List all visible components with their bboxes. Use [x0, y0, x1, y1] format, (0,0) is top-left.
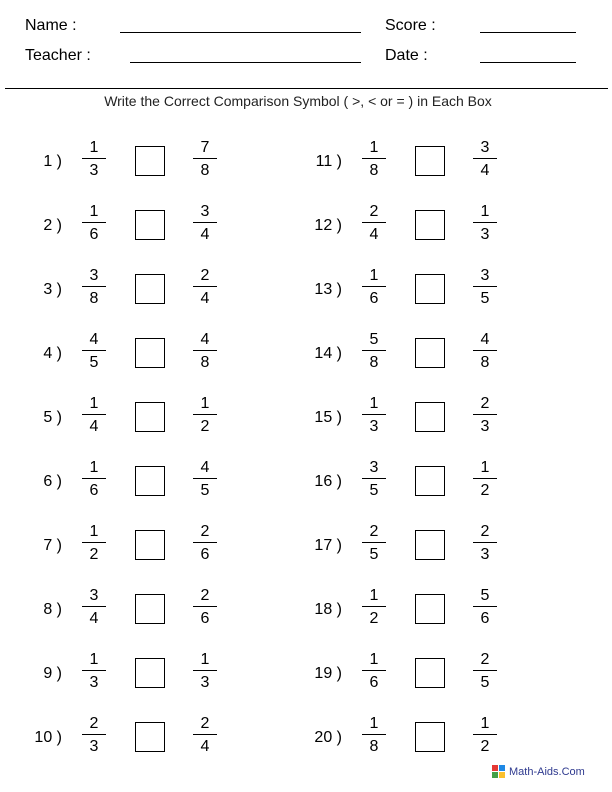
left-denominator: 8: [369, 738, 379, 755]
problem-16: [300, 458, 560, 506]
answer-box[interactable]: [135, 146, 165, 176]
left-fraction: [362, 138, 386, 180]
right-fraction: [473, 586, 497, 628]
fraction-bar: [193, 286, 217, 287]
grid-logo-icon: [492, 765, 506, 779]
fraction-bar: [473, 734, 497, 735]
answer-box[interactable]: [135, 530, 165, 560]
right-fraction: [473, 714, 497, 756]
fraction-bar: [362, 606, 386, 607]
math-aids-logo: [492, 764, 585, 780]
left-denominator: 5: [89, 354, 99, 371]
left-numerator: 1: [89, 139, 99, 156]
right-denominator: 2: [480, 738, 490, 755]
right-denominator: 5: [480, 290, 490, 307]
left-numerator: 1: [369, 715, 379, 732]
fraction-bar: [473, 158, 497, 159]
fraction-bar: [82, 478, 106, 479]
problem-number: 6 ): [43, 473, 62, 490]
right-denominator: 5: [200, 482, 210, 499]
left-fraction: [82, 330, 106, 372]
left-fraction: [362, 266, 386, 308]
fraction-bar: [362, 222, 386, 223]
right-denominator: 3: [480, 226, 490, 243]
right-fraction: [193, 394, 217, 436]
problem-4: [20, 330, 280, 378]
problem-7: [20, 522, 280, 570]
date-field[interactable]: [480, 62, 576, 63]
logo-text: Math-Aids.Com: [509, 766, 585, 778]
fraction-bar: [473, 606, 497, 607]
left-fraction: [362, 650, 386, 692]
left-numerator: 1: [369, 395, 379, 412]
problem-number: 14 ): [314, 345, 342, 362]
problem-number: 16 ): [314, 473, 342, 490]
left-denominator: 6: [369, 674, 379, 691]
left-numerator: 5: [369, 331, 379, 348]
left-fraction: [82, 394, 106, 436]
problem-13: [300, 266, 560, 314]
problem-12: [300, 202, 560, 250]
problem-17: [300, 522, 560, 570]
fraction-bar: [82, 286, 106, 287]
answer-box[interactable]: [135, 722, 165, 752]
left-numerator: 2: [369, 523, 379, 540]
right-denominator: 3: [200, 674, 210, 691]
fraction-bar: [362, 734, 386, 735]
left-denominator: 8: [369, 162, 379, 179]
right-numerator: 1: [200, 395, 210, 412]
problem-20: [300, 714, 560, 762]
left-numerator: 1: [369, 587, 379, 604]
fraction-bar: [473, 350, 497, 351]
left-denominator: 3: [89, 674, 99, 691]
right-fraction: [193, 586, 217, 628]
right-fraction: [473, 266, 497, 308]
left-fraction: [82, 266, 106, 308]
right-denominator: 4: [480, 162, 490, 179]
right-fraction: [193, 266, 217, 308]
left-fraction: [82, 458, 106, 500]
problem-number: 8 ): [43, 601, 62, 618]
problem-14: [300, 330, 560, 378]
left-denominator: 3: [369, 418, 379, 435]
right-numerator: 2: [480, 523, 490, 540]
right-denominator: 6: [200, 610, 210, 627]
right-denominator: 2: [480, 482, 490, 499]
fraction-bar: [82, 606, 106, 607]
fraction-bar: [82, 158, 106, 159]
problem-number: 17 ): [314, 537, 342, 554]
right-fraction: [473, 522, 497, 564]
problem-18: [300, 586, 560, 634]
right-numerator: 3: [200, 203, 210, 220]
answer-box[interactable]: [135, 402, 165, 432]
fraction-bar: [193, 158, 217, 159]
fraction-bar: [82, 222, 106, 223]
right-denominator: 8: [200, 162, 210, 179]
fraction-bar: [193, 670, 217, 671]
left-denominator: 2: [89, 546, 99, 563]
score-label: Score :: [385, 17, 436, 34]
right-numerator: 1: [480, 715, 490, 732]
fraction-bar: [473, 670, 497, 671]
left-fraction: [82, 202, 106, 244]
problem-number: 19 ): [314, 665, 342, 682]
fraction-bar: [362, 542, 386, 543]
teacher-field[interactable]: [130, 62, 361, 63]
fraction-bar: [362, 414, 386, 415]
fraction-bar: [193, 350, 217, 351]
right-fraction: [473, 394, 497, 436]
right-fraction: [193, 522, 217, 564]
left-numerator: 4: [89, 331, 99, 348]
right-denominator: 5: [480, 674, 490, 691]
left-numerator: 3: [369, 459, 379, 476]
right-denominator: 8: [480, 354, 490, 371]
answer-box[interactable]: [135, 274, 165, 304]
problem-number: 18 ): [314, 601, 342, 618]
right-numerator: 7: [200, 139, 210, 156]
answer-box[interactable]: [415, 210, 445, 240]
answer-box[interactable]: [415, 146, 445, 176]
problem-10: [20, 714, 280, 762]
problem-3: [20, 266, 280, 314]
header-divider: [5, 88, 608, 89]
left-fraction: [362, 202, 386, 244]
answer-box[interactable]: [415, 274, 445, 304]
left-numerator: 2: [89, 715, 99, 732]
right-numerator: 2: [200, 267, 210, 284]
problem-number: 20 ): [314, 729, 342, 746]
score-field[interactable]: [480, 32, 576, 33]
left-denominator: 5: [369, 482, 379, 499]
fraction-bar: [193, 542, 217, 543]
left-fraction: [362, 458, 386, 500]
fraction-bar: [193, 478, 217, 479]
fraction-bar: [193, 414, 217, 415]
right-numerator: 3: [480, 267, 490, 284]
fraction-bar: [473, 414, 497, 415]
right-fraction: [473, 650, 497, 692]
fraction-bar: [193, 734, 217, 735]
right-numerator: 1: [480, 459, 490, 476]
left-numerator: 2: [369, 203, 379, 220]
problem-number: 4 ): [43, 345, 62, 362]
left-fraction: [362, 394, 386, 436]
teacher-label: Teacher :: [25, 47, 91, 64]
left-fraction: [82, 586, 106, 628]
right-fraction: [193, 202, 217, 244]
right-numerator: 2: [200, 715, 210, 732]
left-numerator: 1: [89, 395, 99, 412]
left-denominator: 6: [89, 482, 99, 499]
problem-19: [300, 650, 560, 698]
problem-number: 1 ): [43, 153, 62, 170]
right-denominator: 4: [200, 738, 210, 755]
right-numerator: 3: [480, 139, 490, 156]
right-denominator: 3: [480, 546, 490, 563]
left-numerator: 3: [89, 267, 99, 284]
right-denominator: 2: [200, 418, 210, 435]
problem-number: 7 ): [43, 537, 62, 554]
fraction-bar: [82, 414, 106, 415]
answer-box[interactable]: [135, 658, 165, 688]
right-numerator: 5: [480, 587, 490, 604]
left-denominator: 5: [369, 546, 379, 563]
right-fraction: [193, 138, 217, 180]
problem-6: [20, 458, 280, 506]
problem-number: 3 ): [43, 281, 62, 298]
left-fraction: [362, 714, 386, 756]
right-numerator: 4: [480, 331, 490, 348]
left-denominator: 8: [369, 354, 379, 371]
problem-11: [300, 138, 560, 186]
right-numerator: 2: [200, 523, 210, 540]
left-numerator: 1: [89, 459, 99, 476]
name-label: Name :: [25, 17, 77, 34]
left-fraction: [82, 714, 106, 756]
left-numerator: 3: [89, 587, 99, 604]
right-denominator: 8: [200, 354, 210, 371]
left-denominator: 3: [89, 162, 99, 179]
problem-5: [20, 394, 280, 442]
problem-number: 12 ): [314, 217, 342, 234]
fraction-bar: [473, 542, 497, 543]
fraction-bar: [473, 286, 497, 287]
problem-9: [20, 650, 280, 698]
right-numerator: 1: [480, 203, 490, 220]
answer-box[interactable]: [135, 210, 165, 240]
right-denominator: 4: [200, 290, 210, 307]
left-denominator: 3: [89, 738, 99, 755]
answer-box[interactable]: [415, 530, 445, 560]
left-fraction: [362, 330, 386, 372]
problem-15: [300, 394, 560, 442]
problem-2: [20, 202, 280, 250]
fraction-bar: [362, 286, 386, 287]
answer-box[interactable]: [135, 466, 165, 496]
fraction-bar: [82, 542, 106, 543]
fraction-bar: [193, 222, 217, 223]
answer-box[interactable]: [135, 594, 165, 624]
left-denominator: 6: [369, 290, 379, 307]
left-denominator: 4: [89, 610, 99, 627]
answer-box[interactable]: [415, 594, 445, 624]
problem-number: 11 ): [315, 153, 342, 170]
answer-box[interactable]: [135, 338, 165, 368]
fraction-bar: [193, 606, 217, 607]
right-numerator: 1: [200, 651, 210, 668]
right-numerator: 4: [200, 459, 210, 476]
right-fraction: [473, 330, 497, 372]
right-numerator: 2: [200, 587, 210, 604]
answer-box[interactable]: [415, 338, 445, 368]
problem-number: 10 ): [34, 729, 62, 746]
fraction-bar: [362, 478, 386, 479]
answer-box[interactable]: [415, 466, 445, 496]
right-fraction: [193, 650, 217, 692]
fraction-bar: [473, 478, 497, 479]
left-numerator: 1: [89, 523, 99, 540]
left-denominator: 6: [89, 226, 99, 243]
fraction-bar: [82, 734, 106, 735]
problem-8: [20, 586, 280, 634]
date-label: Date :: [385, 47, 428, 64]
problem-number: 5 ): [43, 409, 62, 426]
problem-number: 13 ): [314, 281, 342, 298]
left-denominator: 2: [369, 610, 379, 627]
fraction-bar: [362, 350, 386, 351]
problem-number: 15 ): [314, 409, 342, 426]
right-denominator: 4: [200, 226, 210, 243]
left-numerator: 1: [89, 651, 99, 668]
right-fraction: [473, 458, 497, 500]
answer-box[interactable]: [415, 658, 445, 688]
left-denominator: 8: [89, 290, 99, 307]
left-numerator: 1: [369, 651, 379, 668]
fraction-bar: [473, 222, 497, 223]
left-fraction: [82, 650, 106, 692]
right-fraction: [193, 458, 217, 500]
left-fraction: [362, 586, 386, 628]
right-numerator: 4: [200, 331, 210, 348]
left-fraction: [82, 138, 106, 180]
right-fraction: [473, 138, 497, 180]
problem-1: [20, 138, 280, 186]
problem-number: 9 ): [43, 665, 62, 682]
left-fraction: [82, 522, 106, 564]
fraction-bar: [362, 670, 386, 671]
left-numerator: 1: [369, 139, 379, 156]
right-fraction: [473, 202, 497, 244]
right-fraction: [193, 330, 217, 372]
left-denominator: 4: [369, 226, 379, 243]
right-numerator: 2: [480, 651, 490, 668]
right-denominator: 6: [480, 610, 490, 627]
problem-number: 2 ): [43, 217, 62, 234]
right-fraction: [193, 714, 217, 756]
left-fraction: [362, 522, 386, 564]
right-denominator: 6: [200, 546, 210, 563]
right-numerator: 2: [480, 395, 490, 412]
instructions: Write the Correct Comparison Symbol ( >, < or = ) in Each Box: [104, 93, 492, 109]
answer-box[interactable]: [415, 722, 445, 752]
fraction-bar: [82, 350, 106, 351]
right-denominator: 3: [480, 418, 490, 435]
left-denominator: 4: [89, 418, 99, 435]
left-numerator: 1: [89, 203, 99, 220]
fraction-bar: [82, 670, 106, 671]
answer-box[interactable]: [415, 402, 445, 432]
name-field[interactable]: [120, 32, 361, 33]
left-numerator: 1: [369, 267, 379, 284]
fraction-bar: [362, 158, 386, 159]
